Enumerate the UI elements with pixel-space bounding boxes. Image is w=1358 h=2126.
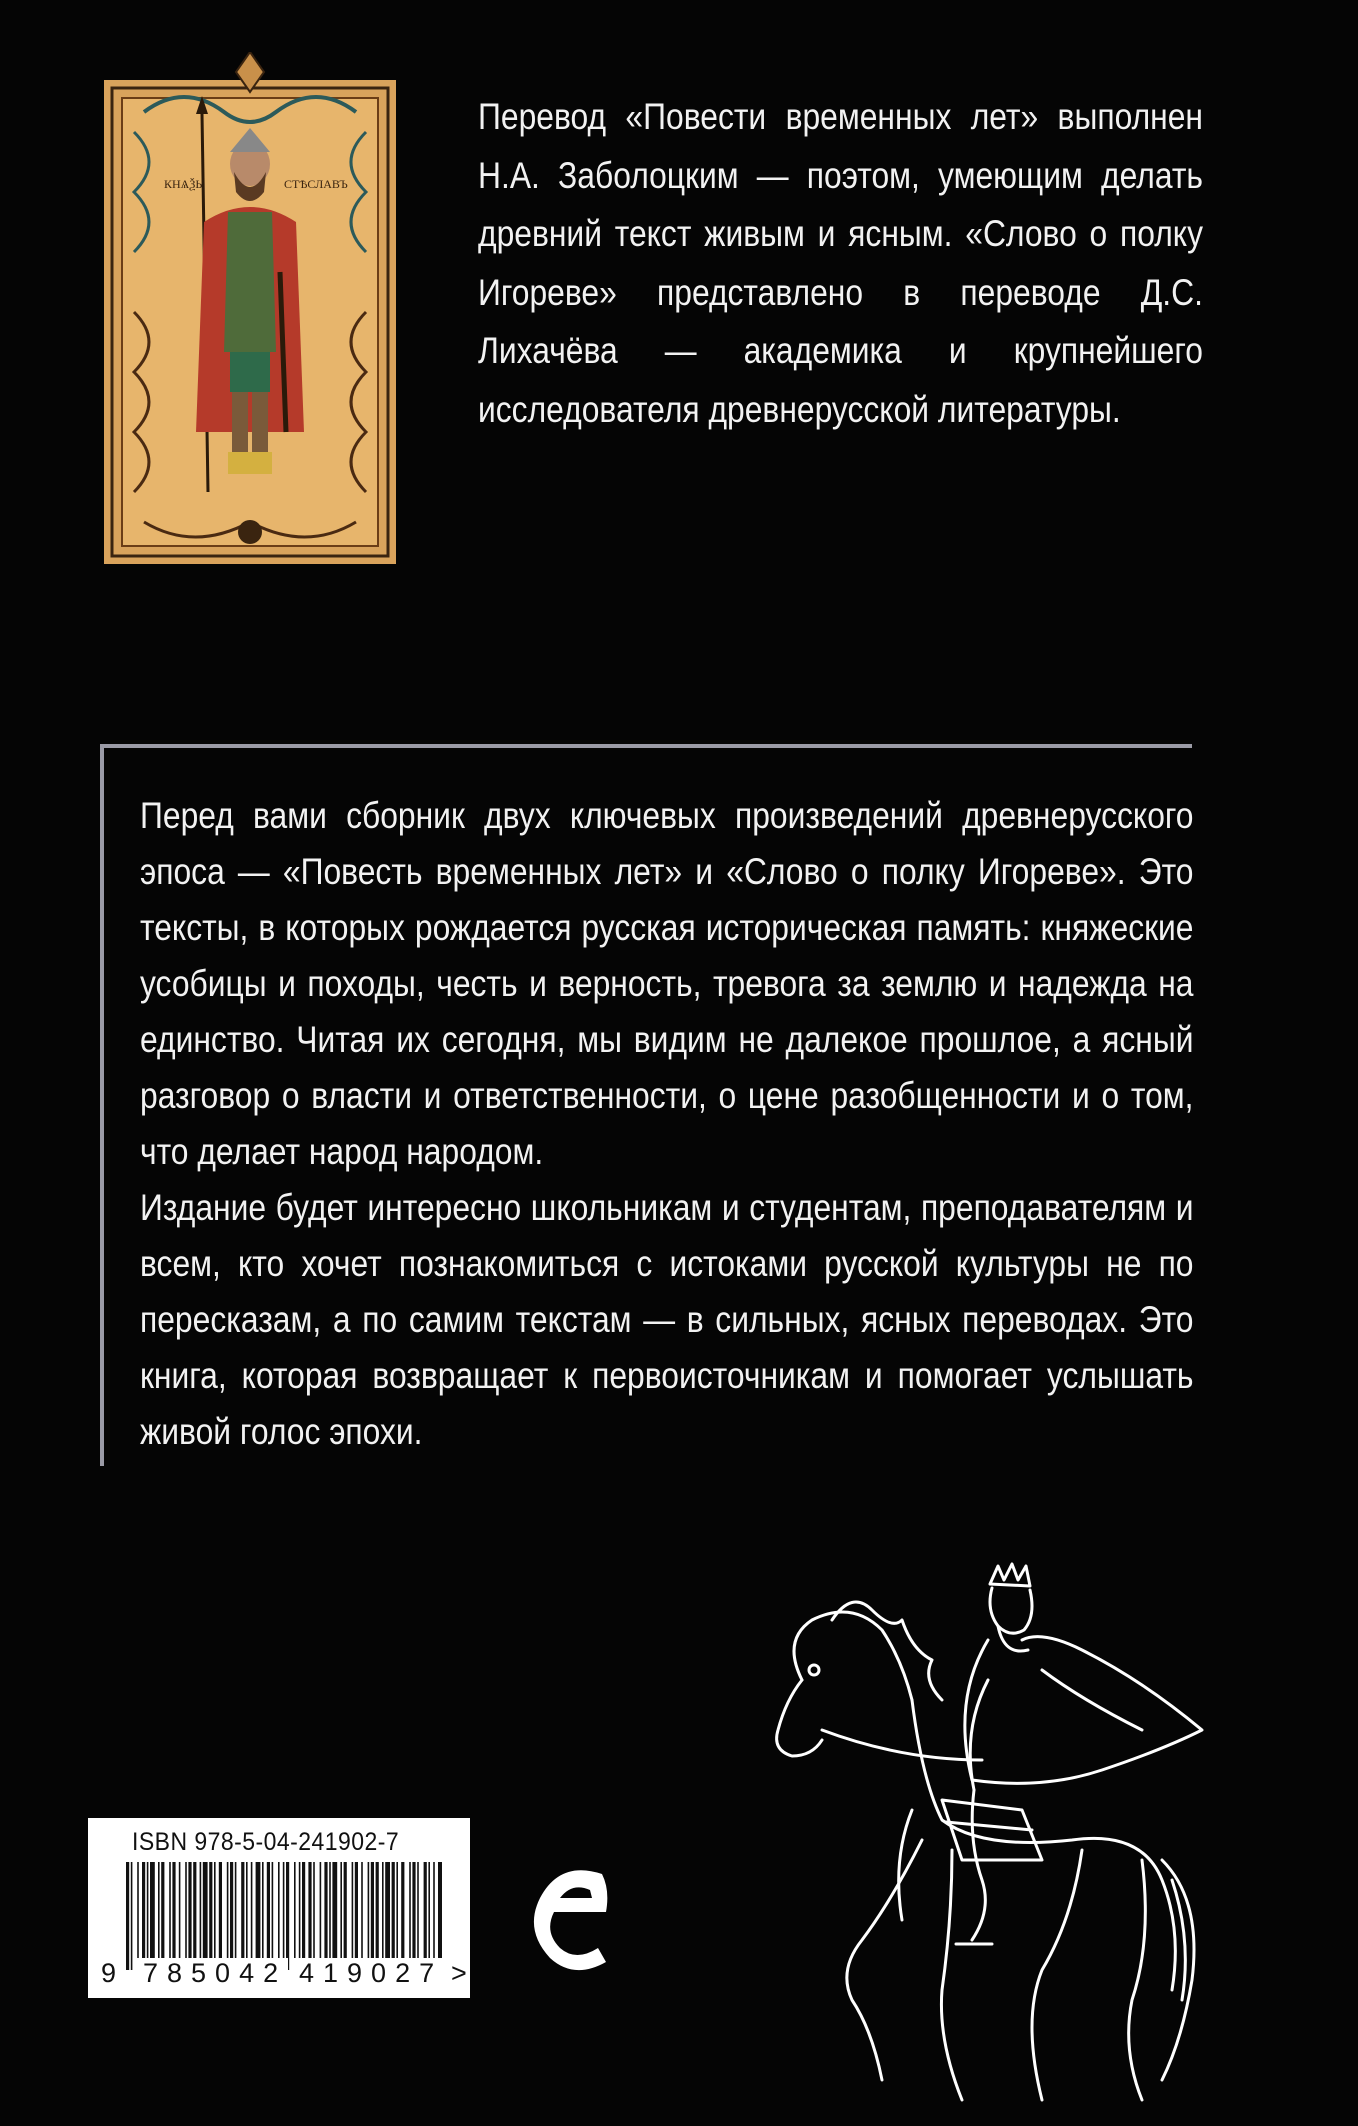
annotation-paragraph-1: Перед вами сборник двух ключевых произведений древнерусского эпоса — «Повесть временных лет» и «Слово о полку Игореве». Это тексты, в которых рождается русская историческая память: княжеские усобицы и походы, честь и верность, тревога за землю и надежда на единство. Читая их сегодня, мы видим не далекое прошлое, а ясный разговор о власти и ответственности, о цене разобщенности и о том, что делает народ народом. xyxy=(140,795,1194,1172)
annotation-paragraph-2: Издание будет интересно школьникам и студентам, преподавателям и всем, кто хочет познакомиться с истоками русской культуры не по пересказам, а по самим текстам — в сильных, ясных переводах. Это книга, которая возвращает к первоисточникам и помогает услышать живой голос эпохи. xyxy=(140,1187,1194,1452)
horse-rider-drawing xyxy=(742,1560,1212,2120)
saint-icon-illustration xyxy=(104,52,396,564)
svg-text:СТѢСЛАВЪ: СТѢСЛАВЪ xyxy=(284,177,348,191)
barcode-block xyxy=(88,1818,470,1998)
barcode-digit-first: 9 xyxy=(101,1958,117,1988)
barcode-digit-group-2: 419027 xyxy=(299,1958,444,1988)
publisher-logo xyxy=(520,1850,620,1980)
annotation-frame-left xyxy=(100,744,104,1466)
annotation-frame-top xyxy=(100,744,1192,748)
barcode-digits xyxy=(98,1958,468,1992)
horse-rider-illustration xyxy=(742,1560,1212,2120)
translators-note xyxy=(478,88,1203,439)
barcode-digit-arrow: > xyxy=(451,1958,467,1988)
barcode-bars xyxy=(124,1862,442,1970)
saint-warrior-icon xyxy=(104,52,396,564)
barcode-digit-group-1: 785042 xyxy=(143,1958,288,1988)
publisher-logo-icon xyxy=(520,1850,620,1980)
translators-note-text: Перевод «Повести временных лет» выполнен Н.А. Заболоцким — поэтом, умеющим делать древний текст живым и ясным. «Слово о полку Игореве» представлено в переводе Д.С. Лихачёва — академика и крупнейшего исследователя древнерусской литературы. xyxy=(478,96,1203,430)
isbn-label: ISBN 978-5-04-241902-7 xyxy=(132,1828,400,1856)
svg-text:КНѦѮЬ: КНѦѮЬ xyxy=(164,177,203,191)
book-annotation xyxy=(140,788,1194,1460)
